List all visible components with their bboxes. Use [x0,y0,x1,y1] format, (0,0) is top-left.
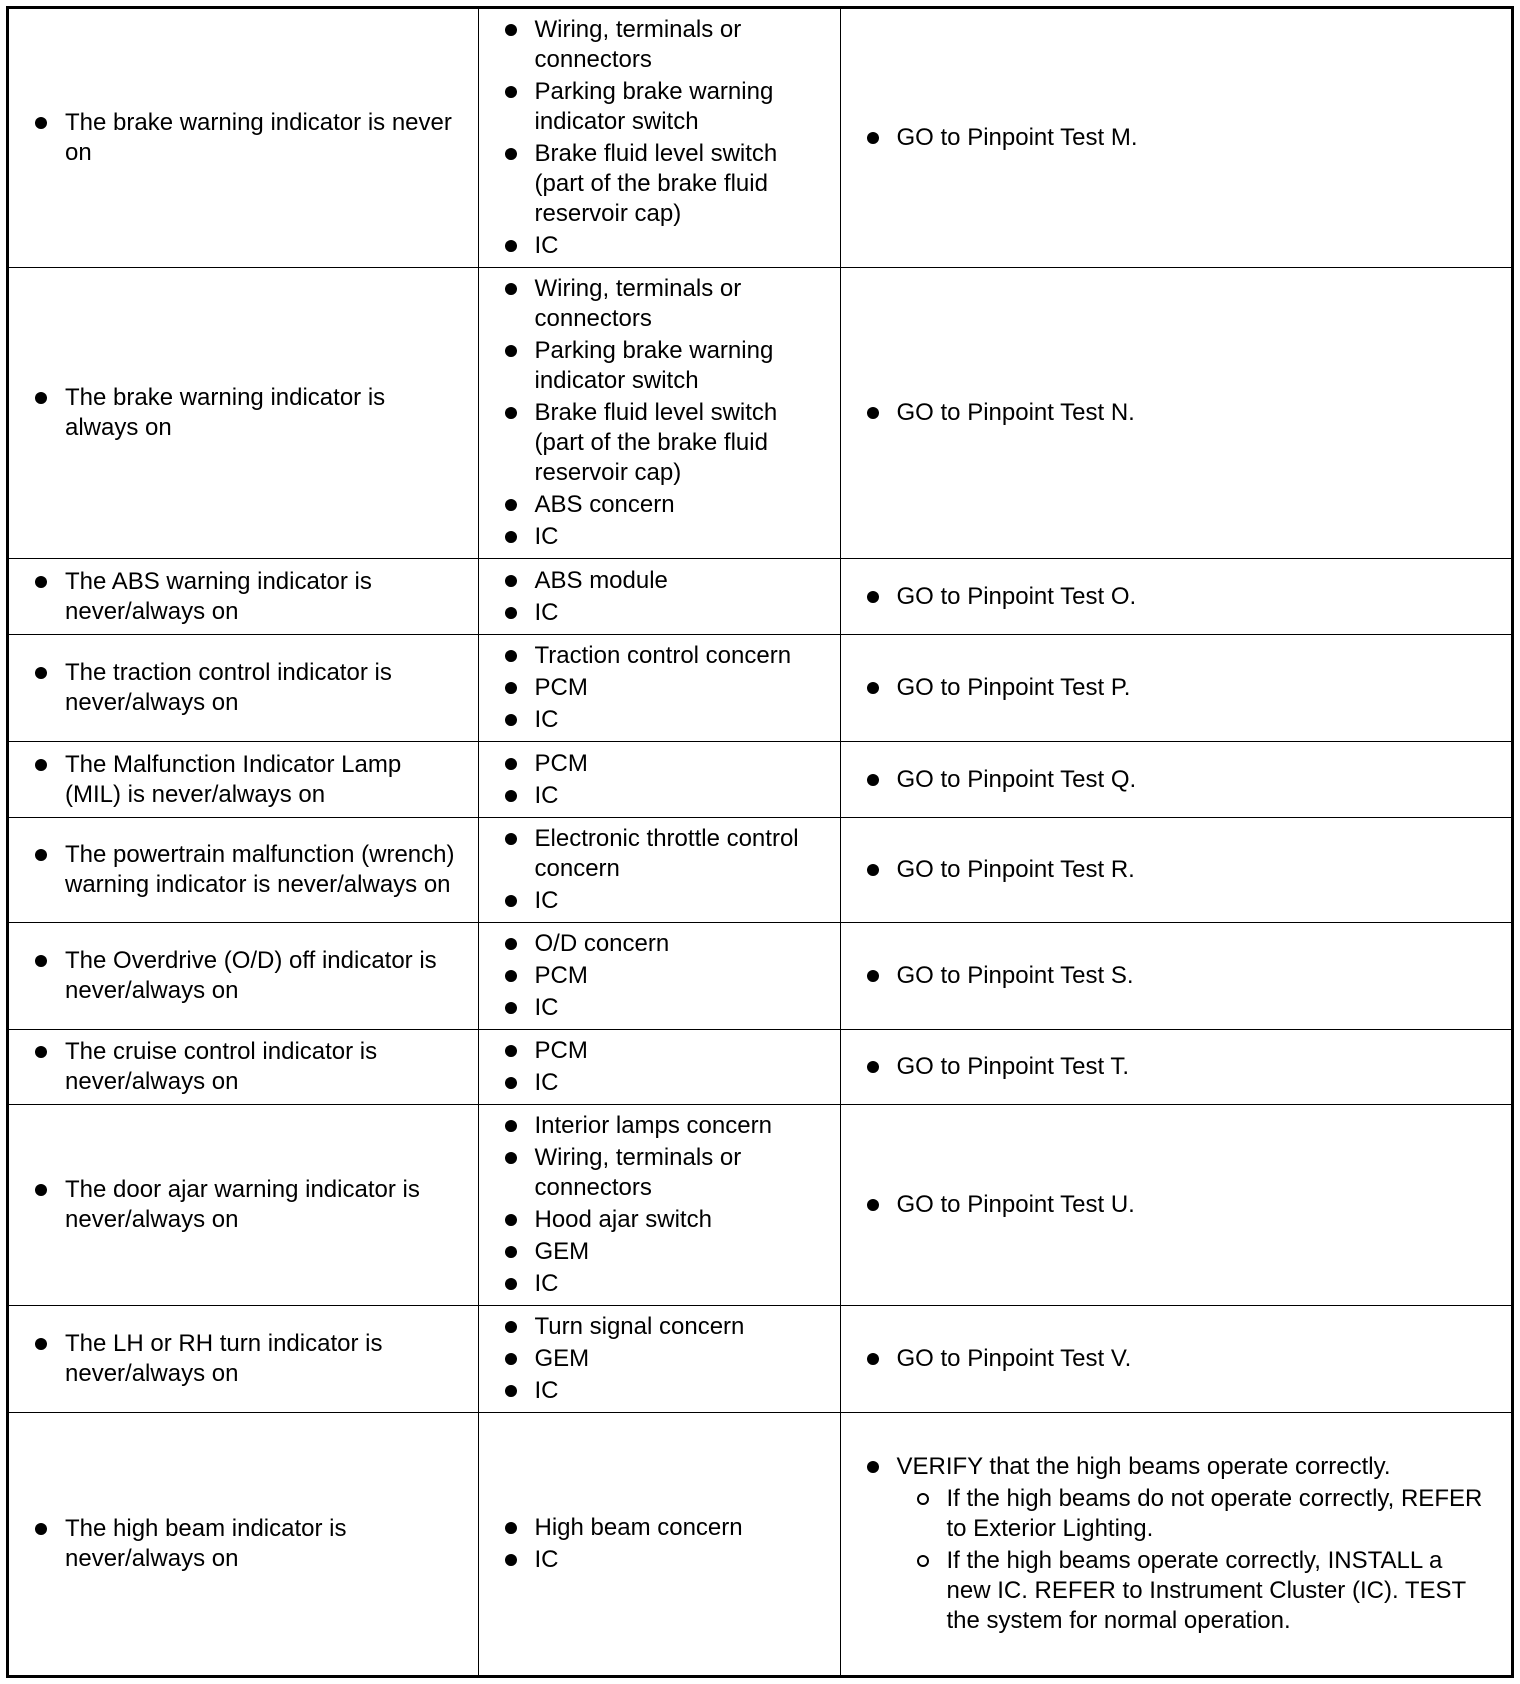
action-cell [840,9,1511,268]
symptom-item: The brake warning indicator is never on [35,108,458,168]
action-item: GO to Pinpoint Test T. [867,1052,1492,1082]
action-item: GO to Pinpoint Test U. [867,1190,1492,1220]
possible-source-cell [478,268,840,559]
table-row [9,1030,1511,1105]
action-cell [840,1030,1511,1105]
source-item: O/D concern [505,929,820,959]
action-sub-list [897,1484,1492,1636]
symptom-cell [9,923,478,1030]
possible-source-cell [478,559,840,635]
possible-source-cell [478,923,840,1030]
table-row [9,1413,1511,1676]
table-row [9,635,1511,742]
action-item: GO to Pinpoint Test P. [867,673,1492,703]
symptom-cell [9,1105,478,1306]
source-item: PCM [505,961,820,991]
symptom-cell [9,1413,478,1676]
possible-source-cell [478,742,840,818]
table-row [9,268,1511,559]
action-cell [840,268,1511,559]
action-item [867,1452,1492,1636]
action-item: GO to Pinpoint Test V. [867,1344,1492,1374]
diagnostic-table-frame [6,6,1514,1678]
action-sub-item: If the high beams operate correctly, INSTALL a new IC. REFER to Instrument Cluster (IC). TEST the system for normal operation. [917,1546,1492,1636]
source-item: IC [505,231,820,261]
symptom-cell [9,268,478,559]
symptom-item: The high beam indicator is never/always on [35,1514,458,1574]
symptom-cell [9,559,478,635]
source-item: Turn signal concern [505,1312,820,1342]
source-item: Brake fluid level switch (part of the brake fluid reservoir cap) [505,398,820,488]
source-item: ABS module [505,566,820,596]
symptom-item: The powertrain malfunction (wrench) warning indicator is never/always on [35,840,458,900]
action-item: GO to Pinpoint Test R. [867,855,1492,885]
symptom-item: The brake warning indicator is always on [35,383,458,443]
action-cell [840,1413,1511,1676]
source-item: Parking brake warning indicator switch [505,77,820,137]
action-sub-item: If the high beams do not operate correctly, REFER to Exterior Lighting. [917,1484,1492,1544]
source-item: IC [505,705,820,735]
symptom-item: The LH or RH turn indicator is never/always on [35,1329,458,1389]
symptom-item: The Malfunction Indicator Lamp (MIL) is never/always on [35,750,458,810]
source-item: Hood ajar switch [505,1205,820,1235]
possible-source-cell [478,635,840,742]
possible-source-cell [478,818,840,923]
table-row [9,9,1511,268]
action-item: GO to Pinpoint Test Q. [867,765,1492,795]
possible-source-cell [478,1030,840,1105]
action-item: GO to Pinpoint Test O. [867,582,1492,612]
table-row [9,742,1511,818]
symptom-chart-table [9,9,1511,1675]
source-item: Wiring, terminals or connectors [505,15,820,75]
action-item: GO to Pinpoint Test S. [867,961,1492,991]
action-cell [840,635,1511,742]
source-item: IC [505,886,820,916]
action-cell [840,1306,1511,1413]
table-row [9,818,1511,923]
action-cell [840,923,1511,1030]
source-item: PCM [505,749,820,779]
source-item: GEM [505,1237,820,1267]
symptom-item: The traction control indicator is never/always on [35,658,458,718]
possible-source-cell [478,9,840,268]
action-item: GO to Pinpoint Test M. [867,123,1492,153]
source-item: Parking brake warning indicator switch [505,336,820,396]
symptom-cell [9,1306,478,1413]
possible-source-cell [478,1105,840,1306]
source-item: Electronic throttle control concern [505,824,820,884]
symptom-item: The Overdrive (O/D) off indicator is never/always on [35,946,458,1006]
symptom-item: The cruise control indicator is never/always on [35,1037,458,1097]
source-item: Wiring, terminals or connectors [505,1143,820,1203]
source-item: Wiring, terminals or connectors [505,274,820,334]
table-row [9,1306,1511,1413]
symptom-cell [9,635,478,742]
source-item: IC [505,1269,820,1299]
source-item: IC [505,522,820,552]
action-cell [840,742,1511,818]
action-item-text: VERIFY that the high beams operate correctly. [896,1453,1391,1480]
source-item: Interior lamps concern [505,1111,820,1141]
symptom-cell [9,1030,478,1105]
source-item: PCM [505,673,820,703]
table-row [9,923,1511,1030]
action-cell [840,559,1511,635]
action-cell [840,818,1511,923]
symptom-item: The ABS warning indicator is never/always on [35,567,458,627]
source-item: IC [505,993,820,1023]
source-item: Traction control concern [505,641,820,671]
symptom-item: The door ajar warning indicator is never/always on [35,1175,458,1235]
source-item: High beam concern [505,1513,820,1543]
symptom-cell [9,742,478,818]
source-item: IC [505,1376,820,1406]
source-item: IC [505,1068,820,1098]
source-item: Brake fluid level switch (part of the brake fluid reservoir cap) [505,139,820,229]
source-item: GEM [505,1344,820,1374]
symptom-cell [9,9,478,268]
source-item: ABS concern [505,490,820,520]
possible-source-cell [478,1306,840,1413]
table-row [9,1105,1511,1306]
symptom-cell [9,818,478,923]
action-item: GO to Pinpoint Test N. [867,398,1492,428]
source-item: PCM [505,1036,820,1066]
source-item: IC [505,1545,820,1575]
possible-source-cell [478,1413,840,1676]
action-cell [840,1105,1511,1306]
source-item: IC [505,598,820,628]
table-row [9,559,1511,635]
source-item: IC [505,781,820,811]
